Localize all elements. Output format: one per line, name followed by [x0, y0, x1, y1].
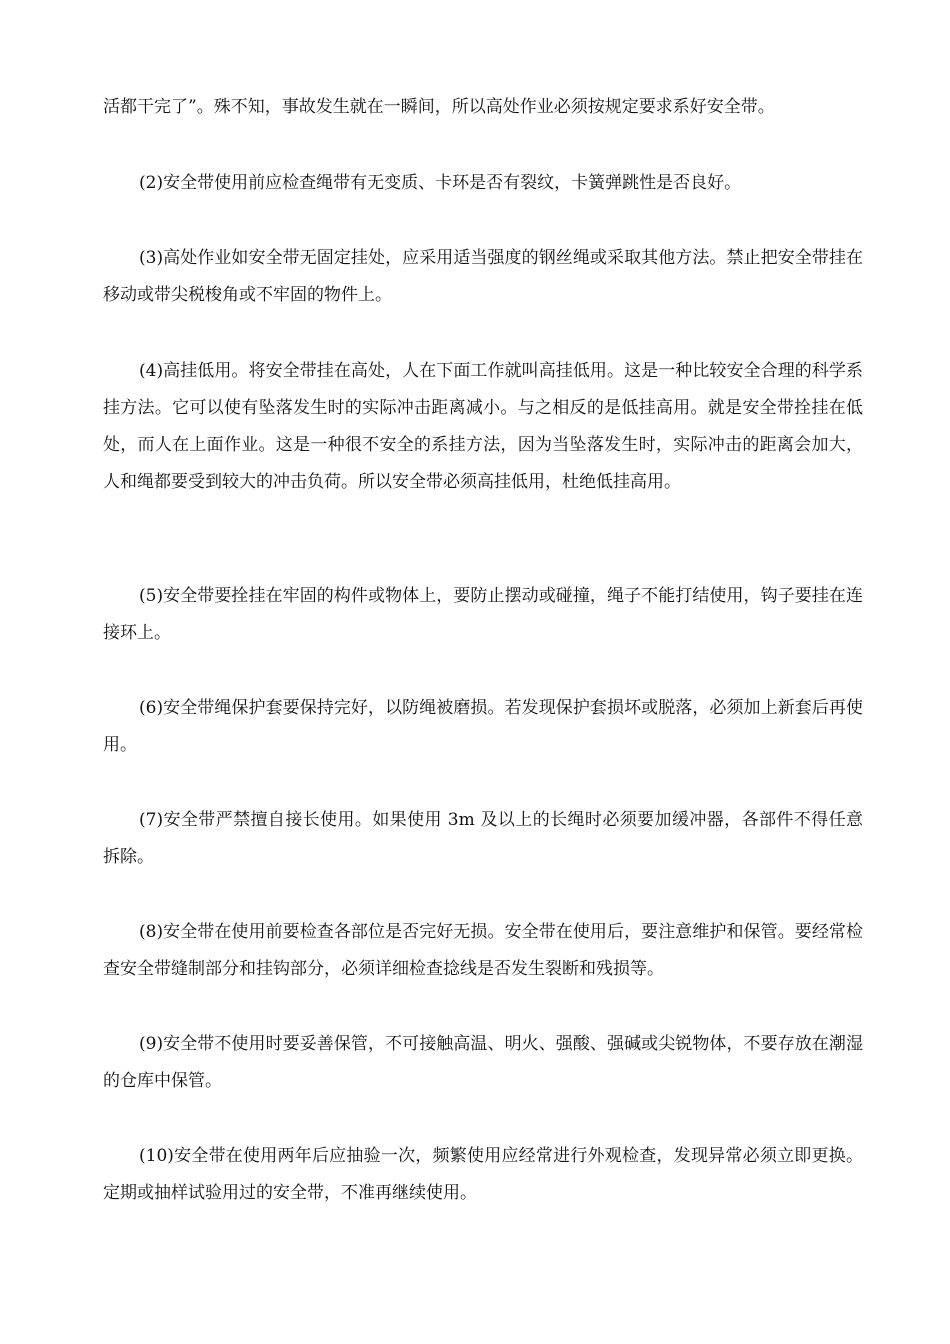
- paragraph-item-7: (7)安全带严禁擅自接长使用。如果使用 3m 及以上的长绳时必须要加缓冲器，各部件不得任意拆除。: [103, 810, 863, 867]
- paragraph-item-9: (9)安全带不使用时要妥善保管，不可接触高温、明火、强酸、强碱或尖锐物体，不要存放在潮湿的仓库中保管。: [103, 1034, 863, 1091]
- paragraph-item-10: (10)安全带在使用两年后应抽验一次，频繁使用应经常进行外观检查，发现异常必须立即更换。定期或抽样试验用过的安全带，不准再继续使用。: [103, 1146, 863, 1203]
- paragraph-item-5: (5)安全带要拴挂在牢固的构件或物体上，要防止摆动或碰撞，绳子不能打结使用，钩子要挂在连接环上。: [103, 586, 863, 643]
- paragraph-item-6: (6)安全带绳保护套要保持完好，以防绳被磨损。若发现保护套损坏或脱落，必须加上新套后再使用。: [103, 698, 863, 755]
- paragraph-continuation: 活都干完了”。殊不知，事故发生就在一瞬间，所以高处作业必须按规定要求系好安全带。: [103, 97, 775, 117]
- paragraph-item-4: (4)高挂低用。将安全带挂在高处，人在下面工作就叫高挂低用。这是一种比较安全合理的科学系挂方法。它可以使有坠落发生时的实际冲击距离减小。与之相反的是低挂高用。就是安全带拴挂在低处，而人在上面作业。这是一种很不安全的系挂方法，因为当坠落发生时，实际冲击的距离会加大，人和绳都要受到较大的冲击负荷。所以安全带必须高挂低用，杜绝低挂高用。: [103, 361, 863, 492]
- paragraph-item-3: (3)高处作业如安全带无固定挂处，应采用适当强度的钢丝绳或采取其他方法。禁止把安全带挂在移动或带尖税梭角或不牢固的物件上。: [103, 248, 863, 305]
- paragraph-item-2: (2)安全带使用前应检查绳带有无变质、卡环是否有裂纹，卡簧弹跳性是否良好。: [139, 173, 742, 193]
- paragraph-item-8: (8)安全带在使用前要检查各部位是否完好无损。安全带在使用后，要注意维护和保管。要经常检查安全带缝制部分和挂钩部分，必须详细检查捻线是否发生裂断和残损等。: [103, 922, 863, 979]
